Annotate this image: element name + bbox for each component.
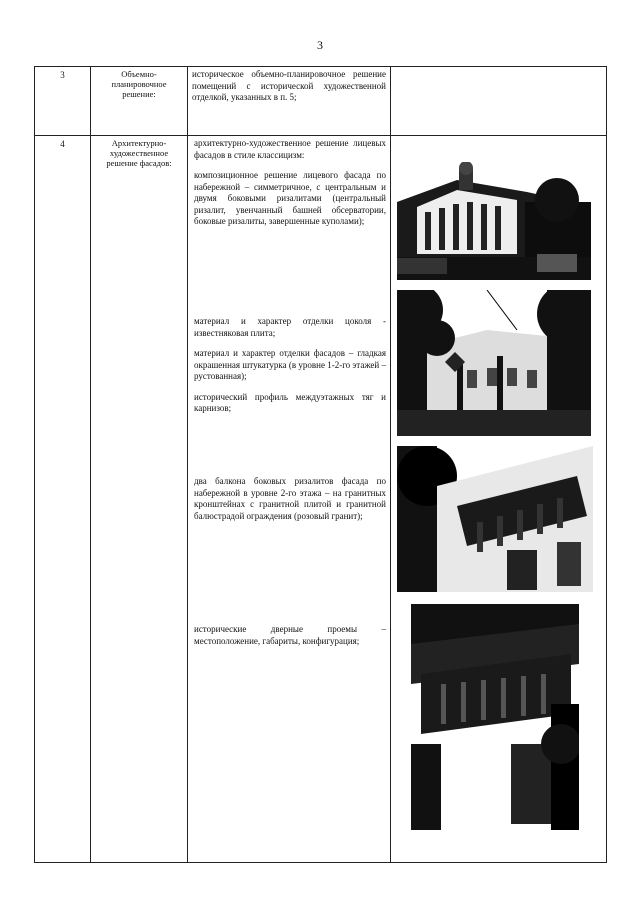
description-text: исторический профиль междуэтажных тяг и карнизов; <box>194 391 386 413</box>
row-name: Объемно-планировочное решение: <box>91 67 188 136</box>
balcony-closeup-photo <box>411 604 579 830</box>
description-block <box>194 476 386 531</box>
facade-photo <box>397 162 591 280</box>
row-name: Архитектурно-художественное решение фасадов: <box>91 136 188 863</box>
row-description <box>188 67 391 136</box>
description-text: исторические дверные проемы – местоположение, габариты, конфигурация; <box>194 624 386 646</box>
street-photo <box>397 290 591 436</box>
description-block <box>194 316 386 424</box>
description-text: композиционное решение лицевого фасада по набережной – симметричное, с центральным и двумя боковыми ризалитами (центральный ризалит, увенчанный башней обсерватории, боковые ризалиты, завершенные куполами); <box>194 170 386 226</box>
description-text: архитектурно-художественное решение лицевых фасадов в стиле классицизм: <box>194 138 386 160</box>
table-row <box>35 136 607 863</box>
description-text: материал и характер отделки цоколя - известняковая плита; <box>194 316 386 338</box>
description-text: историческое объемно-планировочное решение помещений с исторической художественной отделкой, указанных в п. 5; <box>192 69 386 102</box>
table-row <box>35 67 607 136</box>
row-number: 4 <box>35 136 91 863</box>
document-table <box>34 66 607 863</box>
description-block <box>194 138 386 237</box>
description-text: материал и характер отделки фасадов – гладкая окрашенная штукатурка (в уровне 1-2-го этажей – рустованная); <box>194 348 386 381</box>
photo-cell <box>391 136 607 863</box>
description-text: два балкона боковых ризалитов фасада по набережной в уровне 2-го этажа – на гранитных кронштейнах с гранитной плитой и гранитной балюстрадой ограждения (розовый гранит); <box>194 476 386 521</box>
row-number: 3 <box>35 67 91 136</box>
page-number: 3 <box>317 38 323 52</box>
row-description <box>188 136 391 863</box>
balcony-photo <box>397 446 593 592</box>
photo-cell <box>391 67 607 136</box>
description-block <box>194 624 386 656</box>
